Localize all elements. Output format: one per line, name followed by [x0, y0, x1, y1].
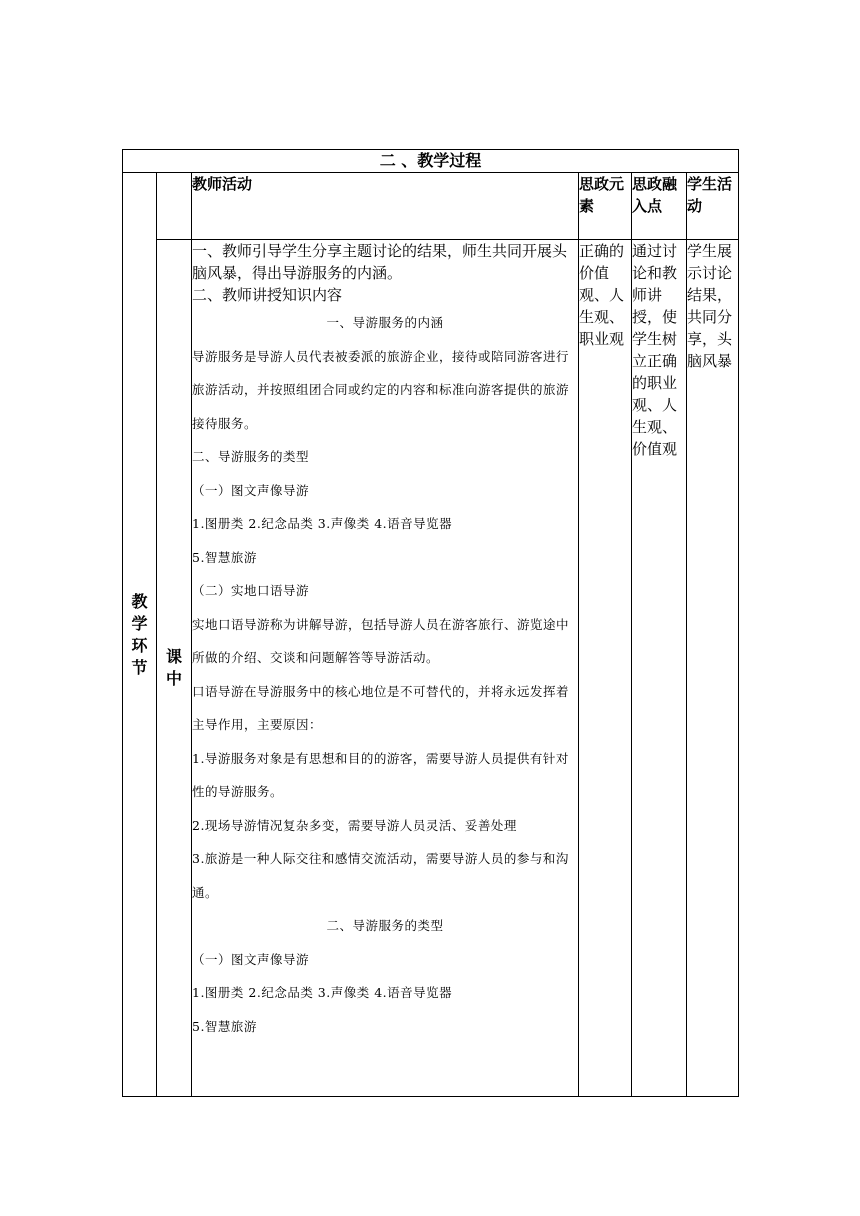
section-title: 二 、教学过程	[123, 150, 739, 173]
content-paragraph: 1.图册类 2.纪念品类 3.声像类 4.语音导览器	[192, 985, 453, 1000]
header-row	[123, 173, 739, 240]
content-heading: 一、导游服务的内涵	[326, 315, 444, 330]
row-label-cell	[123, 173, 157, 1097]
teacher-items-list	[192, 306, 578, 1043]
content-paragraph: 1.图册类 2.纪念品类 3.声像类 4.语音导览器	[192, 516, 453, 531]
content-paragraph: 3.旅游是一种人际交往和感情交流活动，需要导游人员的参与和沟通。	[192, 851, 569, 900]
student-activity-cell: 学生展示讨论结果，共同分享，头脑风暴	[687, 240, 739, 1097]
content-paragraph: 2.现场导游情况复杂多变，需要导游人员灵活、妥善处理	[192, 817, 517, 833]
teacher-lead-paragraph: 一、教师引导学生分享主题讨论的结果，师生共同开展头脑风暴，得出导游服务的内涵。	[192, 242, 568, 282]
content-paragraph: （一）图文声像导游	[192, 482, 310, 498]
content-row	[123, 240, 739, 1097]
integration-header: 思政融入点	[632, 173, 687, 240]
teacher-lead-text	[192, 240, 578, 306]
section-title-row	[123, 150, 739, 173]
content-paragraph: （二）实地口语导游	[192, 583, 310, 598]
student-activity-header: 学生活动	[687, 173, 739, 240]
phase-label: 课中	[165, 647, 182, 688]
content-paragraph: 5.智慧旅游	[192, 549, 257, 565]
content-paragraph: 5.智慧旅游	[192, 1018, 257, 1034]
content-paragraph: 实地口语导游称为讲解导游，包括导游人员在游客旅行、游览途中所做的介绍、交谈和问题解答等导游活动。	[192, 616, 570, 665]
content-paragraph: 1.导游服务对象是有思想和目的的游客，需要导游人员提供有针对性的导游服务。	[192, 750, 569, 799]
empty-header-cell	[157, 173, 192, 240]
content-paragraph: 导游服务是导游人员代表被委派的旅游企业，接待或陪同游客进行旅游活动，并按照组团合同或约定的内容和标准向游客提供的旅游接待服务。	[192, 348, 570, 431]
ideology-cell: 正确的价值观、人生观、职业观	[579, 240, 632, 1097]
teacher-activity-cell	[192, 240, 579, 1097]
content-heading: 二、导游服务的类型	[326, 918, 444, 933]
teacher-activity-header: 教师活动	[192, 173, 579, 240]
integration-cell: 通过讨论和教师讲授，使学生树立正确的职业观、人生观、价值观	[632, 240, 687, 1097]
row-label: 教学环节	[131, 591, 148, 677]
teaching-process-table	[122, 149, 739, 1097]
ideology-header: 思政元素	[579, 173, 632, 240]
teacher-lead-paragraph: 二、教师讲授知识内容	[192, 286, 343, 304]
phase-label-cell	[157, 240, 192, 1097]
content-paragraph: 二、导游服务的类型	[192, 449, 310, 464]
content-paragraph: 口语导游在导游服务中的核心地位是不可替代的，并将永远发挥着主导作用，主要原因：	[192, 683, 570, 732]
content-paragraph: （一）图文声像导游	[192, 951, 310, 967]
